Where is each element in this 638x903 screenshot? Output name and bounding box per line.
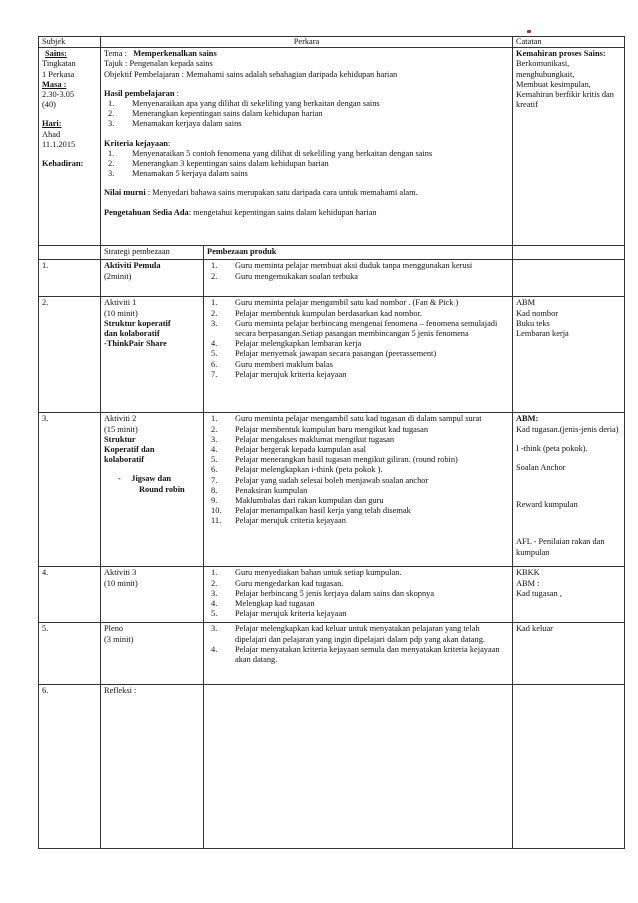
perkara-cell <box>101 48 513 246</box>
kemahiran-line: Berkomunikasi, <box>516 59 570 69</box>
note-line: KBKK <box>516 568 540 578</box>
pengetahuan-label: Pengetahuan Sedia Ada <box>104 207 189 217</box>
list-item: 5. Pelajar merujuk kriteria kejayaan <box>211 609 347 619</box>
tema-value: Memperkenalkan sains <box>133 49 217 59</box>
kriteria-colon: : <box>167 138 171 148</box>
hasil-item: 3. Menamakan kerjaya dalam sains <box>108 119 242 129</box>
activity-duration: (2minit) <box>104 271 132 281</box>
masa-value: 2.30-3.05 <box>42 90 75 100</box>
list-item: 2. Pelajar membentuk kumpulan berdasarkan kad nombor. <box>211 308 422 318</box>
kriteria-list <box>104 149 509 180</box>
strategy-line: Struktur <box>104 434 136 444</box>
activity-title: Aktiviti 1 <box>104 298 137 308</box>
header-catatan: Catatan <box>513 37 625 48</box>
list-item: 6. Pelajar melengkapkan i-think (peta pokok ). <box>211 465 383 475</box>
kelas-label: 1 Perkasa <box>42 69 75 79</box>
hari-label: Hari: <box>42 119 62 129</box>
header-row <box>39 37 625 48</box>
header-subjek: Subjek <box>39 37 101 48</box>
row-number: 3. <box>39 413 101 567</box>
list-item: 2. Guru mengedarkan kad tugasan. <box>211 578 344 588</box>
refleksi-label: Refleksi : <box>101 685 204 849</box>
table-row <box>39 413 625 567</box>
hasil-colon: : <box>174 88 179 98</box>
tema-label: Tema : <box>104 49 127 59</box>
strategi-row <box>39 246 625 260</box>
note-line: Lembaran kerja <box>516 329 569 339</box>
step-list <box>207 624 509 665</box>
tarikh-value: 11.1.2015 <box>42 139 76 149</box>
nilai-label: Nilai murni <box>104 188 146 198</box>
lesson-plan-table <box>38 36 625 849</box>
list-item: 2. Pelajar membentuk kumpulan baru mengikut kad tugasan <box>211 424 429 434</box>
tingkatan-label: Tingkatan <box>42 59 76 69</box>
list-item: 1. Guru meminta pelajar mengambil satu kad nombor . (Fan & Pick ) <box>211 298 459 308</box>
hasil-label: Hasil pembelajaran <box>104 88 175 98</box>
strategi-label: Strategi pembezaan <box>101 246 204 260</box>
tajuk-text: Tajuk : Pengenalan kepada sains <box>104 59 213 69</box>
list-item: 1. Guru meminta pelajar membuat aksi duduk tanpa menggunakan kerusi <box>211 261 473 271</box>
activity-duration: (10 minit) <box>104 578 138 588</box>
row-number: 1. <box>39 260 101 297</box>
subject-info-cell <box>39 48 101 246</box>
hasil-item: 2. Menerangkan kepentingan sains dalam kehidupan harian <box>108 109 323 119</box>
strategy-line: Jigsaw dan <box>131 474 172 484</box>
note-line: Kad keluar <box>516 624 553 634</box>
list-item: 3. Pelajar berbincang 5 jenis kerjaya dalam sains dan skopnya <box>211 588 435 598</box>
kriteria-label: Kriteria kejayaan <box>104 138 168 148</box>
activity-duration: (10 minit) <box>104 308 138 318</box>
list-item: 9. Maklumbalas dari rakan kumpulan dan guru <box>211 496 384 506</box>
note-line: Reward kumpulan <box>516 500 578 510</box>
list-item: 3. Guru meminta pelajar berbincang mengenai fenomena – fenomena semulajadi secara berpasangan.Setiap pasangan membincangan 5 jenis fenomena <box>211 318 498 339</box>
list-item: 1. Guru meminta pelajar mengambil satu kad tugasan di dalam sampul surat <box>211 414 482 424</box>
header-perkara: Perkara <box>101 37 513 48</box>
activity-title: Aktiviti 3 <box>104 568 137 578</box>
list-item: 2. Guru mengemukakan soalan terbuka <box>211 271 359 281</box>
kemahiran-line: menghubungkait, <box>516 69 575 79</box>
row-number: 2. <box>39 297 101 413</box>
list-item: 7. Pelajar yang sudah selesai boleh menjawab soalan anchor <box>211 475 429 485</box>
notes-label: ABM: <box>516 414 539 424</box>
note-line: Soalan Anchor <box>516 463 566 473</box>
list-item: 5. Pelajar menerangkan hasil tugasan mengikut giliran. (round robin) <box>211 455 458 465</box>
list-item: 4. Pelajar menyatakan kriteria kejayaan semula dan menyatakan kriteria kejayaan akan datang. <box>211 644 500 665</box>
kriteria-item: 1. Menyenaraikan 5 contoh fenomena yang dilihat di sekeliling yang berkaitan dengan sains <box>108 148 433 158</box>
note-line: ABM <box>516 298 536 308</box>
pengetahuan-value: : mengetahui kepentingan sains dalam kehidupan harian <box>188 207 377 217</box>
step-list <box>207 298 509 380</box>
kemahiran-line: Kemahiran berfikir kritis dan kreatif <box>516 90 614 110</box>
table-row <box>39 297 625 413</box>
info-row <box>39 48 625 246</box>
hari-value: Ahad <box>42 129 61 139</box>
list-item: 6. Guru memberi maklum balas <box>211 359 333 369</box>
red-mark <box>527 30 531 33</box>
strategy-line: kolaboratif <box>104 455 145 465</box>
sains-label: Sains: <box>45 49 67 59</box>
strategy-line: dan kolaboratif <box>104 329 160 339</box>
list-item: 4. Melengkap kad tugasan <box>211 599 315 609</box>
bullet-mark: - <box>118 474 121 484</box>
catatan-cell <box>513 48 625 246</box>
list-item: 3. Pelajar melengkapkan kad keluar untuk menyatakan pelajaran yang telah dipelajari dan pelajaran yang ingin dipelajari dalam pdp yang akan datang. <box>211 624 485 644</box>
objektif-text: Objektif Pembelajaran : Memahami sains adalah sebahagian daripada kehidupan harian <box>104 69 398 79</box>
table-row <box>39 623 625 685</box>
list-item: 7. Pelajar merujuk kriteria kejayaan <box>211 369 347 379</box>
table-row <box>39 685 625 849</box>
kemahiran-label: Kemahiran proses Sains: <box>516 49 606 59</box>
kemahiran-line: Membuat kesimpulan, <box>516 79 591 89</box>
note-line: Kad tugasan.(jenis-jenis deria) <box>516 424 619 434</box>
hasil-item: 1. Menyenaraikan apa yang dilihat di sekeliling yang berkaitan dengan sains <box>108 99 380 109</box>
note-line: ABM : <box>516 578 540 588</box>
list-item: 8. Penaksiran kumpulan <box>211 485 308 495</box>
row-number: 4. <box>39 567 101 623</box>
table-row <box>39 260 625 297</box>
masa-label: Masa : <box>42 79 67 89</box>
nilai-value: : Menyedari bahawa sains merupakan satu daripada cara untuk memahami alam. <box>145 188 418 198</box>
table-row <box>39 567 625 623</box>
list-item: 1. Guru menyediakan bahan untuk setiap kumpulan. <box>211 568 402 578</box>
note-line: AFL - Penilaian rakan dan kumpulan <box>516 537 605 557</box>
kriteria-item: 2. Menerangkan 3 kepentingan sains dalam kehidupan harian <box>108 159 329 169</box>
activity-duration: (15 minit) <box>104 424 138 434</box>
step-list <box>207 261 509 281</box>
row-number: 6. <box>39 685 101 849</box>
note-line: I -think (peta pokok). <box>516 443 588 453</box>
list-item: 11. Pelajar merujuk criteria kejayaan <box>211 516 346 526</box>
hasil-list <box>104 99 509 130</box>
list-item: 5. Pelajar menyemak jawapan secara pasangan (peerassement) <box>211 349 437 359</box>
masa-duration: (40) <box>42 100 56 110</box>
pembezaan-label: Pembezaan produk <box>207 247 277 257</box>
list-item: 4. Pelajar melengkapkan lembaran kerja <box>211 339 362 349</box>
activity-duration: (3 minit) <box>104 634 134 644</box>
activity-title: Aktiviti 2 <box>104 414 137 424</box>
step-list <box>207 414 509 526</box>
strategy-line: Koperatif dan <box>104 445 155 455</box>
list-item: 10. Pelajar menampalkan hasil kerja yang telah disemak <box>211 506 411 516</box>
note-line: Kad tugasan , <box>516 588 562 598</box>
row-number: 5. <box>39 623 101 685</box>
strategy-line: Round robin <box>139 484 185 494</box>
step-list <box>207 568 509 619</box>
strategy-line: -ThinkPair Share <box>104 339 167 349</box>
kriteria-item: 3. Menamakan 5 kerjaya dalam sains <box>108 169 248 179</box>
list-item: 4. Pelajar bergerak kepada kumpulan asal <box>211 445 366 455</box>
activity-title: Pleno <box>104 624 124 634</box>
strategy-line: Struktur koperatif <box>104 318 171 328</box>
kehadiran-label: Kehadiran: <box>42 159 84 169</box>
activity-title: Aktiviti Pemula <box>104 261 161 271</box>
note-line: Kad nombor <box>516 308 559 318</box>
list-item: 3. Pelajar mengakses maklumat mengikut tugasan <box>211 434 395 444</box>
note-line: Buku teks <box>516 318 550 328</box>
